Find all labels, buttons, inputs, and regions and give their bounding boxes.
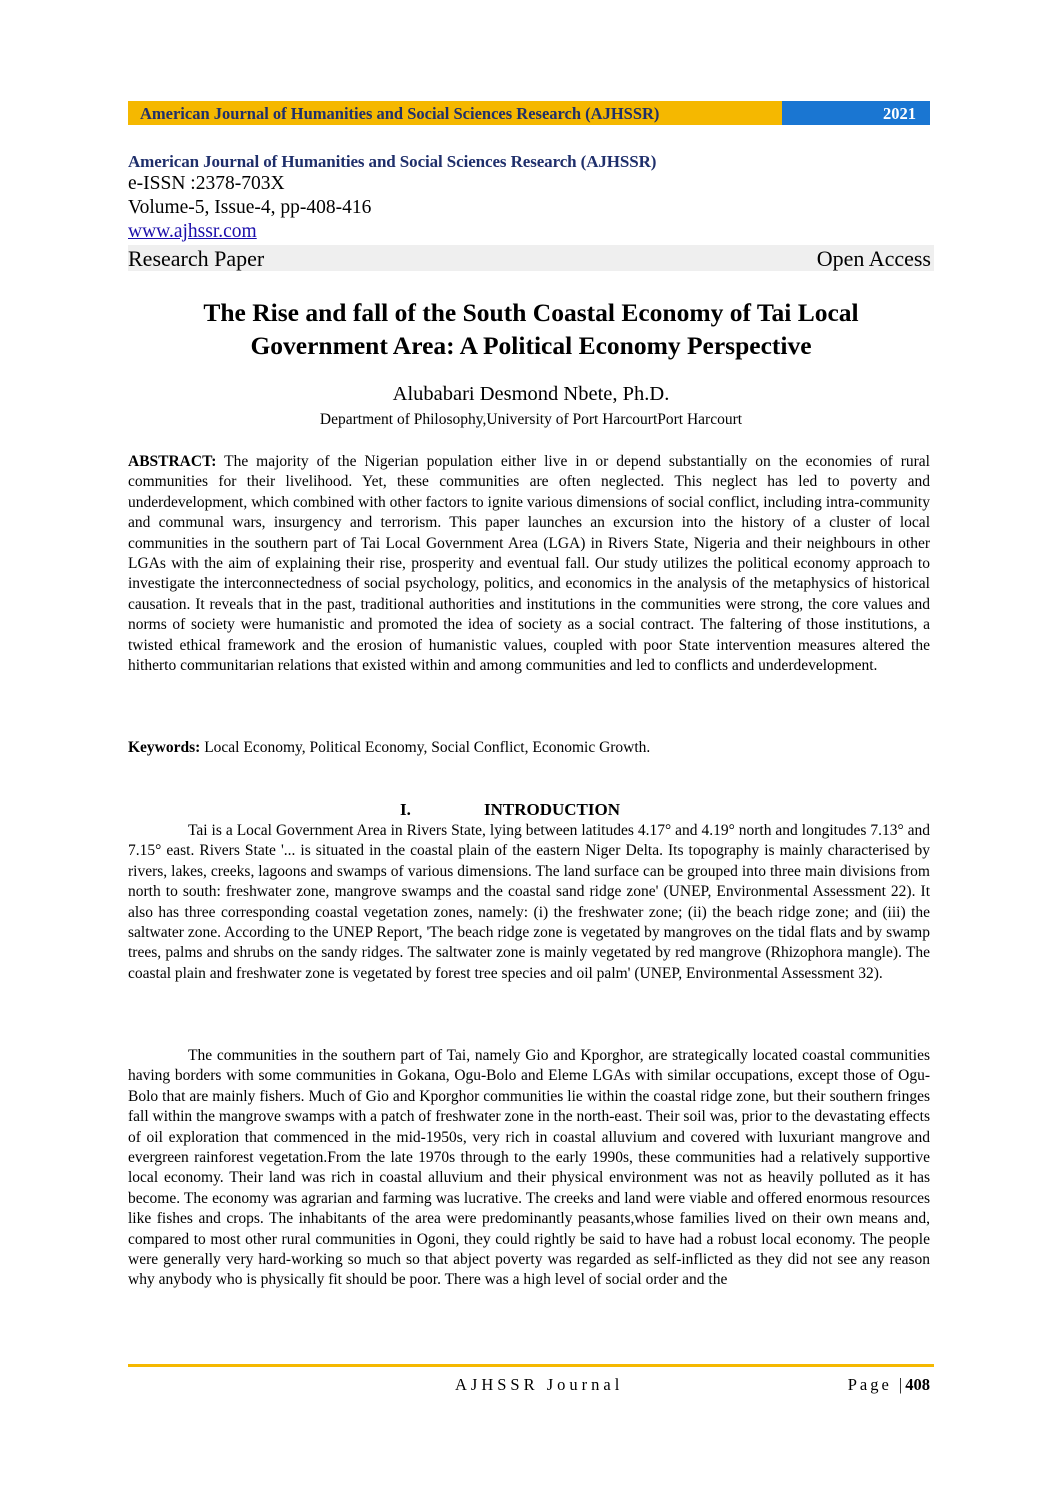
paper-type: Research Paper xyxy=(128,246,265,271)
abstract-label: ABSTRACT: xyxy=(128,453,217,470)
paper-type-bar xyxy=(128,245,934,271)
footer-rule xyxy=(128,1364,934,1367)
abstract xyxy=(128,452,930,676)
footer-page-label: Page | xyxy=(847,1375,906,1394)
running-header xyxy=(128,101,930,125)
journal-url-link[interactable]: www.ajhssr.com xyxy=(128,221,257,242)
paper-title-line-2: Government Area: A Political Economy Perspective xyxy=(250,331,812,360)
body-paragraph: Tai is a Local Government Area in Rivers State, lying between latitudes 4.17° and 4.19° north and longitudes 7.13° and 7.15° east. Rivers State '... is situated in the coastal plain of the eastern Niger Delta. Its topography is mainly characterised by rivers, lakes, creeks, lagoons and swamps of various dimensions. The land surface can be grouped into three main divisions from north to south: freshwater zone, mangrove swamps and the coastal sand ridge zone' (UNEP, Environmental Assessment 22). It also has three corresponding coastal vegetation zones, namely: (i) the freshwater zone; (ii) the beach ridge zone; and (iii) the saltwater zone. According to the UNEP Report, 'The beach ridge zone is vegetated by mangroves on the tidal flats and by swamp trees, palms and shrubs on the sandy ridges. The saltwater zone is mainly vegetated by red mangrove (Rhizophora mangle). The coastal plain and freshwater zone is vegetated by forest tree species and oil palm' (UNEP, Environmental Assessment 32). xyxy=(128,822,930,982)
running-header-year: 2021 xyxy=(782,101,930,125)
journal-name: American Journal of Humanities and Social Sciences Research (AJHSSR) xyxy=(128,152,657,171)
section-title: INTRODUCTION xyxy=(484,800,621,819)
footer-page-number: 408 xyxy=(905,1375,930,1394)
access-type: Open Access xyxy=(816,246,931,271)
body-paragraph: The communities in the southern part of Tai, namely Gio and Kporghor, are strategically located coastal communities having borders with some communities in Gokana, Ogu-Bolo and Eleme LGAs with similar occupations, except those of Ogu-Bolo that are mainly fishers. Much of Gio and Kporghor communities lie within the coastal ridge zone, but their southern fringes fall within the mangrove swamps with a patch of freshwater zone in the north-east. Their soil was, prior to the devastating effects of oil exploration that commenced in the mid-1950s, very rich in coastal alluvium and covered with luxuriant mangrove and evergreen rainforest vegetation.From the late 1970s through to the early 1990s, these communities had a relatively supportive local economy. Their land was rich in coastal alluvium and their physical environment was not as heavily polluted as it has become. The economy was agrarian and farming was lucrative. The creeks and land were viable and offered enormous resources like fishes and crops. The inhabitants of the area were predominantly peasants,whose families lived on their own means and, compared to most other rural communities in Ogoni, they could rightly be said to have had a robust local economy. The people were generally very hard-working so much so that abject poverty was regarded as self-inflicted as they did not see any reason why anybody who is physically fit should be poor. There was a high level of social order and the xyxy=(128,1047,930,1289)
keywords-text: Local Economy, Political Economy, Social Conflict, Economic Growth. xyxy=(200,739,651,756)
keywords xyxy=(128,738,930,758)
section-number: I. xyxy=(400,800,411,819)
page-footer xyxy=(128,1373,934,1397)
footer-journal: AJHSSR Journal xyxy=(455,1375,624,1394)
author-affiliation: Department of Philosophy,University of Port HarcourtPort Harcourt xyxy=(319,411,743,428)
running-header-journal: American Journal of Humanities and Social Sciences Research (AJHSSR) xyxy=(128,101,782,125)
section-heading xyxy=(128,799,930,821)
author-name: Alubabari Desmond Nbete, Ph.D. xyxy=(392,383,670,405)
volume-issue: Volume-5, Issue-4, pp-408-416 xyxy=(128,197,372,218)
footer-page xyxy=(848,1373,930,1397)
paper-title xyxy=(128,296,934,362)
keywords-label: Keywords: xyxy=(128,739,201,756)
publication-meta xyxy=(128,151,930,271)
paper-title-line-1: The Rise and fall of the South Coastal Economy of Tai Local xyxy=(203,298,859,327)
issn: e-ISSN :2378-703X xyxy=(128,173,285,194)
abstract-text: The majority of the Nigerian population either live in or depend substantially on the economies of rural communities for their livelihood. Yet, these communities are often neglected. This neglect has led to poverty and underdevelopment, which combined with other factors to ignite various dimensions of social conflict, including intra-community and communal wars, insurgency and terrorism. This paper launches an excursion into the history of a cluster of local communities in the southern part of Tai Local Government Area (LGA) in Rivers State, Nigeria and their neighbours in other LGAs with the aim of explaining their rise, prosperity and eventual fall. Our study utilizes the political economy approach to investigate the interconnectedness of social psychology, politics, and economics in the analysis of the metaphysics of historical causation. It reveals that in the past, traditional authorities and institutions in the communities were strong, the core values and norms of society were humanistic and promoted the idea of society as a social contract. The faltering of those institutions, a twisted ethical framework and the erosion of humanistic values, coupled with poor State intervention measures altered the hitherto communitarian relations that existed within and among communities and led to conflicts and underdevelopment. xyxy=(128,453,930,675)
